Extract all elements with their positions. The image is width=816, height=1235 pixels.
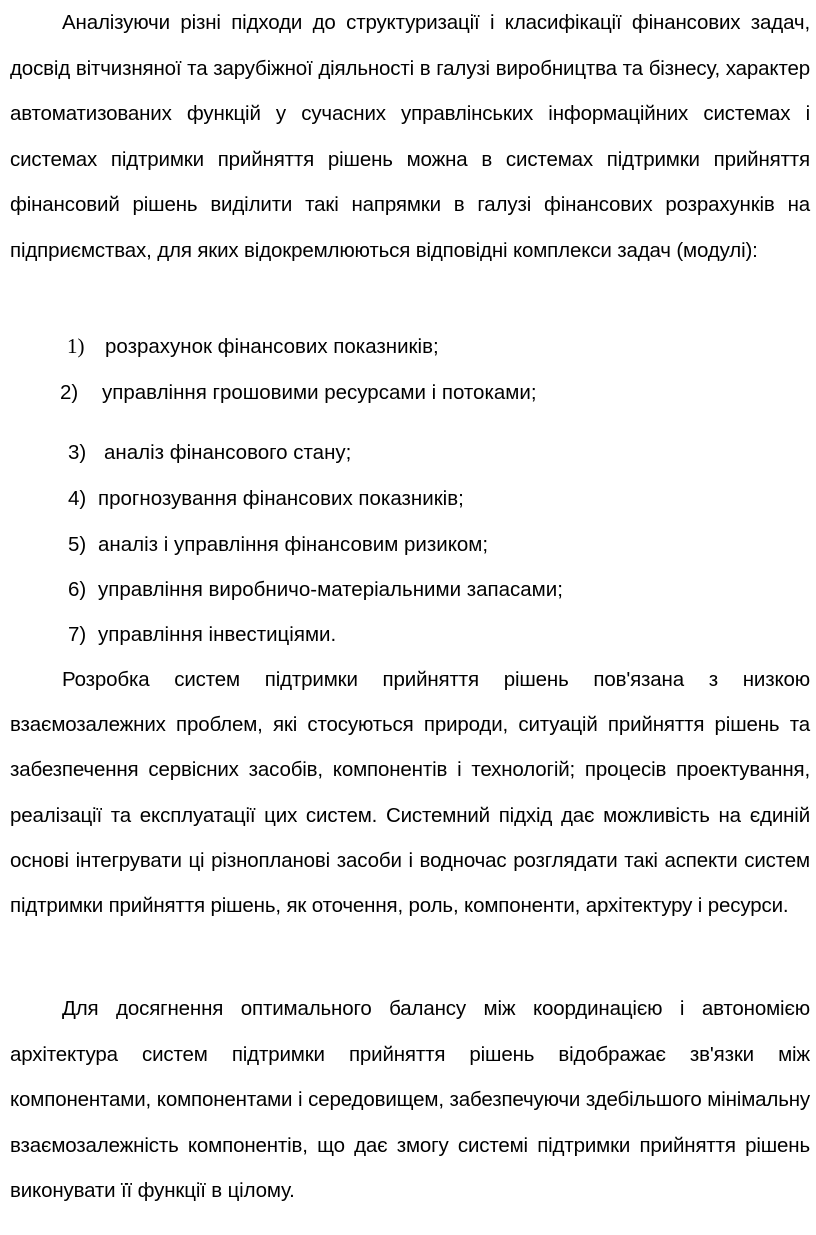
list-number: 3) — [68, 441, 87, 464]
list-number: 6) — [68, 578, 87, 601]
paragraph-architecture: Для досягнення оптимального балансу між координацією і автономією архітектура систем підтримки прийняття рішень відображає зв'язки між компонентами, компонентами і середовищем, забезпечуючи здебільшого мінімальну взаємозалежність компонентів, що дає змогу системі підтримки прийняття рішень виконувати її функції в цілому. — [10, 997, 810, 1203]
list-text: прогнозування фінансових показників; — [98, 487, 464, 510]
list-text: розрахунок фінансових показників; — [105, 335, 439, 358]
list-item-3 — [68, 438, 351, 468]
list-text: управління грошовими ресурсами і потоками; — [102, 381, 537, 404]
list-number: 2) — [60, 381, 79, 404]
paragraph-intro: Аналізуючи різні підходи до структуризації і класифікації фінансових задач, досвід вітчизняної та зарубіжної діяльності в галузі виробництва та бізнесу, характер автоматизованих функцій у сучасних управлінських інформаційних системах і системах підтримки прийняття рішень можна в системах підтримки прийняття фінансовий рішень виділити такі напрямки в галузі фінансових розрахунків на підприємствах, для яких відокремлюються відповідні комплекси задач (модулі): — [10, 11, 810, 262]
paragraph-development: Розробка систем підтримки прийняття рішень пов'язана з низкою взаємозалежних проблем, які стосуються природи, ситуацій прийняття рішень та забезпечення сервісних засобів, компонентів і технологій; процесів проектування, реалізації та експлуатації цих систем. Системний підхід дає можливість на єдиній основі інтегрувати ці різнопланові засоби і водночас розглядати такі аспекти систем підтримки прийняття рішень, як оточення, роль, компоненти, архітектуру і ресурси. — [10, 668, 810, 918]
list-text: аналіз і управління фінансовим ризиком; — [98, 533, 489, 556]
list-item-6 — [68, 575, 563, 605]
list-item-1 — [67, 331, 439, 362]
list-number: 1) — [67, 334, 85, 358]
list-text: управління виробничо-матеріальними запасами; — [98, 578, 563, 601]
list-text: аналіз фінансового стану; — [104, 441, 352, 464]
list-item-2 — [60, 378, 537, 408]
list-number: 4) — [68, 487, 87, 510]
list-text: управління інвестиціями. — [98, 623, 337, 646]
list-number: 5) — [68, 533, 87, 556]
list-item-7 — [68, 620, 336, 650]
list-item-4 — [68, 484, 464, 514]
list-item-5 — [68, 530, 488, 560]
list-number: 7) — [68, 623, 87, 646]
